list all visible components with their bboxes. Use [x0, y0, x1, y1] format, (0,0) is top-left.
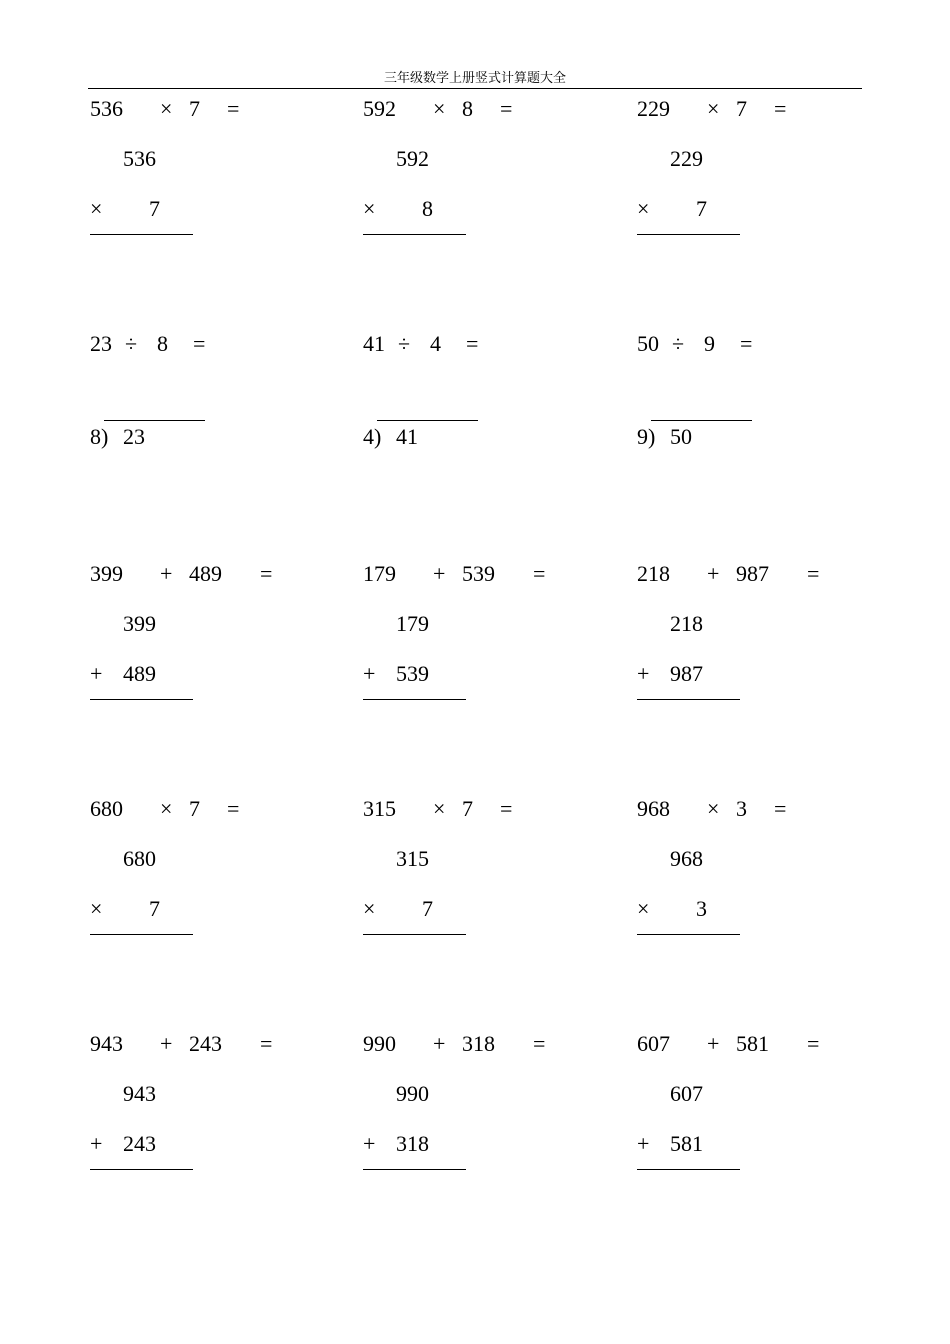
- operand-a: 399: [90, 561, 123, 586]
- operator-sign: ÷: [125, 331, 138, 356]
- divisor: 9: [704, 331, 715, 356]
- vertical-bottom-number: 539: [396, 661, 429, 686]
- vertical-top-number: 315: [396, 846, 429, 871]
- operand-b: 318: [462, 1031, 495, 1056]
- vertical-top-number: 680: [123, 846, 156, 871]
- operand-a: 229: [637, 96, 670, 121]
- operator-sign: ×: [433, 796, 446, 821]
- operator-sign: ×: [707, 96, 720, 121]
- equals-sign: =: [774, 96, 787, 121]
- vertical-top-number: 943: [123, 1081, 156, 1106]
- vertical-calc-problem: [363, 96, 623, 236]
- vertical-calc-problem: [90, 96, 350, 236]
- header-divider: [88, 88, 862, 89]
- vertical-operator: +: [363, 1131, 376, 1156]
- vertical-top-number: 607: [670, 1081, 703, 1106]
- answer-line: [363, 234, 466, 235]
- equals-sign: =: [533, 1031, 546, 1056]
- vertical-bottom-number: 7: [149, 196, 160, 221]
- division-problem: [637, 331, 897, 471]
- vertical-calc-problem: [637, 796, 897, 936]
- equals-sign: =: [227, 96, 240, 121]
- division-problem: [90, 331, 350, 471]
- equals-sign: =: [533, 561, 546, 586]
- operand-b: 7: [736, 96, 747, 121]
- answer-line: [363, 934, 466, 935]
- operator-sign: ÷: [398, 331, 411, 356]
- operand-b: 7: [189, 796, 200, 821]
- equals-sign: =: [260, 1031, 273, 1056]
- operand-b: 581: [736, 1031, 769, 1056]
- long-division-dividend: 41: [396, 424, 418, 449]
- operand-b: 987: [736, 561, 769, 586]
- vertical-operator: +: [90, 661, 103, 686]
- vertical-calc-problem: [90, 561, 350, 701]
- vertical-calc-problem: [637, 561, 897, 701]
- vertical-bottom-number: 489: [123, 661, 156, 686]
- vertical-top-number: 399: [123, 611, 156, 636]
- equals-sign: =: [193, 331, 206, 356]
- dividend: 50: [637, 331, 659, 356]
- answer-line: [637, 699, 740, 700]
- operator-sign: +: [433, 1031, 446, 1056]
- operand-b: 489: [189, 561, 222, 586]
- operand-b: 539: [462, 561, 495, 586]
- vertical-operator: ×: [90, 196, 103, 221]
- operator-sign: ×: [707, 796, 720, 821]
- long-division-dividend: 50: [670, 424, 692, 449]
- vertical-top-number: 592: [396, 146, 429, 171]
- division-bracket-line: [377, 420, 478, 421]
- answer-line: [637, 934, 740, 935]
- vertical-operator: +: [637, 661, 650, 686]
- equals-sign: =: [740, 331, 753, 356]
- vertical-calc-problem: [363, 796, 623, 936]
- vertical-bottom-number: 7: [149, 896, 160, 921]
- equals-sign: =: [227, 796, 240, 821]
- division-bracket-line: [104, 420, 205, 421]
- vertical-operator: +: [637, 1131, 650, 1156]
- operand-a: 990: [363, 1031, 396, 1056]
- vertical-calc-problem: [637, 96, 897, 236]
- vertical-bottom-number: 318: [396, 1131, 429, 1156]
- vertical-operator: ×: [637, 896, 650, 921]
- vertical-bottom-number: 243: [123, 1131, 156, 1156]
- vertical-top-number: 179: [396, 611, 429, 636]
- operator-sign: +: [707, 561, 720, 586]
- long-division-dividend: 23: [123, 424, 145, 449]
- vertical-top-number: 536: [123, 146, 156, 171]
- operator-sign: +: [160, 1031, 173, 1056]
- vertical-operator: ×: [363, 196, 376, 221]
- answer-line: [637, 1169, 740, 1170]
- answer-line: [90, 699, 193, 700]
- vertical-operator: +: [90, 1131, 103, 1156]
- operator-sign: +: [433, 561, 446, 586]
- equals-sign: =: [466, 331, 479, 356]
- vertical-top-number: 968: [670, 846, 703, 871]
- operand-a: 179: [363, 561, 396, 586]
- long-division-divisor: 4): [363, 424, 382, 449]
- vertical-operator: ×: [363, 896, 376, 921]
- equals-sign: =: [500, 796, 513, 821]
- vertical-top-number: 990: [396, 1081, 429, 1106]
- division-bracket-line: [651, 420, 752, 421]
- equals-sign: =: [500, 96, 513, 121]
- answer-line: [90, 1169, 193, 1170]
- operand-a: 315: [363, 796, 396, 821]
- operator-sign: ÷: [672, 331, 685, 356]
- operand-a: 680: [90, 796, 123, 821]
- vertical-calc-problem: [90, 1031, 350, 1171]
- operand-a: 968: [637, 796, 670, 821]
- vertical-bottom-number: 8: [422, 196, 433, 221]
- answer-line: [637, 234, 740, 235]
- vertical-operator: ×: [637, 196, 650, 221]
- operand-a: 943: [90, 1031, 123, 1056]
- operand-a: 592: [363, 96, 396, 121]
- vertical-top-number: 218: [670, 611, 703, 636]
- vertical-operator: +: [363, 661, 376, 686]
- answer-line: [90, 934, 193, 935]
- answer-line: [363, 1169, 466, 1170]
- operator-sign: ×: [160, 796, 173, 821]
- vertical-bottom-number: 7: [422, 896, 433, 921]
- operand-b: 7: [462, 796, 473, 821]
- divisor: 8: [157, 331, 168, 356]
- equals-sign: =: [774, 796, 787, 821]
- operator-sign: +: [707, 1031, 720, 1056]
- vertical-bottom-number: 987: [670, 661, 703, 686]
- operator-sign: +: [160, 561, 173, 586]
- vertical-calc-problem: [90, 796, 350, 936]
- operand-b: 7: [189, 96, 200, 121]
- vertical-calc-problem: [363, 561, 623, 701]
- dividend: 23: [90, 331, 112, 356]
- operand-b: 8: [462, 96, 473, 121]
- equals-sign: =: [260, 561, 273, 586]
- vertical-top-number: 229: [670, 146, 703, 171]
- vertical-operator: ×: [90, 896, 103, 921]
- operand-b: 243: [189, 1031, 222, 1056]
- vertical-calc-problem: [363, 1031, 623, 1171]
- equals-sign: =: [807, 1031, 820, 1056]
- answer-line: [90, 234, 193, 235]
- division-problem: [363, 331, 623, 471]
- dividend: 41: [363, 331, 385, 356]
- operator-sign: ×: [433, 96, 446, 121]
- page-header-title: 三年级数学上册竖式计算题大全: [383, 71, 566, 86]
- vertical-bottom-number: 581: [670, 1131, 703, 1156]
- long-division-divisor: 8): [90, 424, 109, 449]
- vertical-bottom-number: 3: [696, 896, 707, 921]
- long-division-divisor: 9): [637, 424, 656, 449]
- operand-a: 218: [637, 561, 670, 586]
- operand-a: 607: [637, 1031, 670, 1056]
- vertical-bottom-number: 7: [696, 196, 707, 221]
- answer-line: [363, 699, 466, 700]
- operator-sign: ×: [160, 96, 173, 121]
- vertical-calc-problem: [637, 1031, 897, 1171]
- operand-a: 536: [90, 96, 123, 121]
- operand-b: 3: [736, 796, 747, 821]
- equals-sign: =: [807, 561, 820, 586]
- divisor: 4: [430, 331, 441, 356]
